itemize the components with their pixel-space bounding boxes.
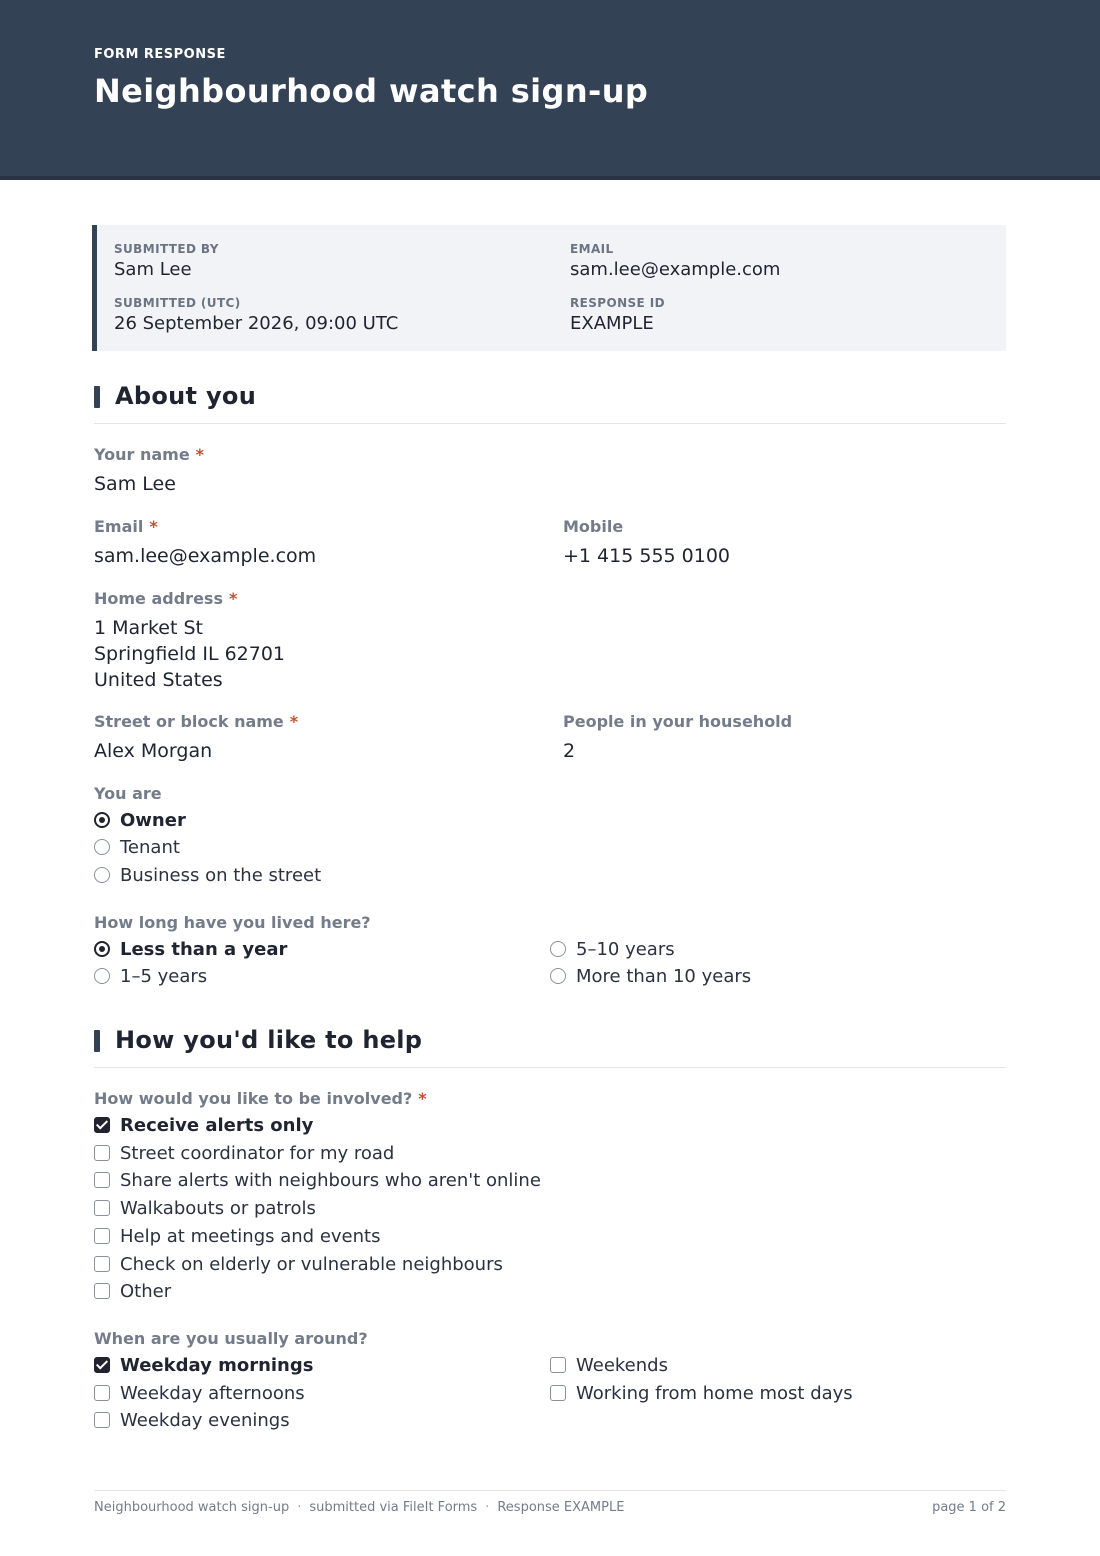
checkbox-empty-icon — [550, 1385, 566, 1401]
option-label: Help at meetings and events — [120, 1225, 381, 1247]
radio-option-more-than-10 — [550, 964, 751, 988]
page-header — [0, 0, 1100, 180]
field-value — [94, 615, 285, 693]
checkbox-empty-icon — [94, 1228, 110, 1244]
checkbox-option — [94, 1279, 171, 1303]
footer-response: Response EXAMPLE — [497, 1500, 625, 1515]
meta-value: 26 September 2026, 09:00 UTC — [114, 313, 399, 334]
meta-label: SUBMITTED BY — [114, 242, 219, 256]
meta-submitted-utc — [114, 296, 398, 335]
section-about-you — [94, 384, 1006, 424]
radio-option-tenant — [94, 835, 180, 859]
radio-empty-icon — [94, 968, 110, 984]
required-marker: * — [228, 589, 238, 608]
field-label — [94, 1089, 427, 1108]
address-line: 1 Market St — [94, 617, 203, 639]
option-label: Receive alerts only — [120, 1114, 314, 1136]
meta-response-id — [570, 296, 665, 335]
radio-option-owner — [94, 808, 186, 832]
checkbox-empty-icon — [94, 1385, 110, 1401]
meta-submitted-by — [114, 242, 219, 281]
radio-empty-icon — [550, 968, 566, 984]
checkbox-option — [94, 1381, 305, 1405]
field-label-text: Street or block name — [94, 712, 284, 731]
field-lived-here — [94, 913, 371, 932]
radio-selected-icon — [94, 812, 110, 828]
option-label: Owner — [120, 809, 186, 831]
field-value: +1 415 555 0100 — [563, 545, 731, 567]
option-label: Less than a year — [120, 938, 288, 960]
radio-empty-icon — [94, 867, 110, 883]
checkbox-empty-icon — [94, 1256, 110, 1272]
field-you-are — [94, 784, 162, 803]
page-footer — [94, 1490, 1006, 1520]
meta-value: EXAMPLE — [570, 313, 654, 334]
field-involvement — [94, 1089, 427, 1108]
checkbox-option — [94, 1113, 313, 1137]
meta-label: EMAIL — [570, 242, 614, 256]
option-label: Walkabouts or patrols — [120, 1197, 316, 1219]
field-home-address — [94, 589, 285, 693]
checkbox-option — [94, 1168, 541, 1192]
section-marker — [94, 386, 100, 408]
field-email — [94, 517, 316, 569]
field-label: People in your household — [563, 712, 793, 731]
checkbox-empty-icon — [94, 1200, 110, 1216]
footer-separator: · — [297, 1500, 302, 1515]
radio-empty-icon — [550, 941, 566, 957]
checkbox-empty-icon — [94, 1172, 110, 1188]
meta-email — [570, 242, 780, 281]
checkbox-option — [94, 1224, 380, 1248]
field-value: sam.lee@example.com — [94, 545, 317, 567]
field-label — [94, 445, 204, 464]
page-title: Neighbourhood watch sign-up — [94, 72, 649, 110]
field-street — [94, 712, 298, 764]
required-marker: * — [149, 517, 158, 536]
field-label-text: Home address — [94, 589, 223, 608]
page-number: page 1 of 2 — [932, 1500, 1006, 1515]
field-label-text: How would you like to be involved? — [94, 1089, 413, 1108]
field-household — [563, 712, 792, 764]
footer-separator: · — [485, 1500, 490, 1515]
checkbox-empty-icon — [94, 1283, 110, 1299]
footer-via: submitted via FileIt Forms — [309, 1500, 478, 1515]
field-label-text: Your name — [94, 445, 190, 464]
field-mobile — [563, 517, 730, 569]
checkbox-checked-icon — [94, 1357, 110, 1373]
address-line: United States — [94, 669, 223, 691]
footer-info — [94, 1500, 624, 1515]
section-marker — [94, 1030, 100, 1052]
field-label — [94, 712, 298, 731]
meta-value: Sam Lee — [114, 259, 192, 280]
field-label — [94, 517, 316, 536]
footer-form-name: Neighbourhood watch sign-up — [94, 1500, 290, 1515]
field-label — [94, 589, 285, 608]
header-kicker: FORM RESPONSE — [94, 47, 226, 62]
field-label: How long have you lived here? — [94, 913, 371, 932]
meta-label: RESPONSE ID — [570, 296, 665, 310]
option-label: Weekday mornings — [120, 1354, 314, 1376]
section-how-to-help — [94, 1028, 1006, 1068]
option-label: More than 10 years — [576, 965, 752, 987]
option-label: Tenant — [120, 836, 180, 858]
field-label: You are — [94, 784, 162, 803]
address-line: Springfield IL 62701 — [94, 643, 286, 665]
submission-meta-box — [92, 225, 1006, 351]
checkbox-option — [94, 1141, 394, 1165]
radio-selected-icon — [94, 941, 110, 957]
field-label: Mobile — [563, 517, 624, 536]
required-marker: * — [418, 1089, 427, 1108]
radio-option-5-10-years — [550, 937, 675, 961]
radio-option-less-than-year — [94, 937, 287, 961]
field-label-text: Email — [94, 517, 144, 536]
checkbox-empty-icon — [94, 1145, 110, 1161]
section-title: About you — [115, 382, 257, 410]
required-marker: * — [289, 712, 299, 731]
field-value: Sam Lee — [94, 473, 176, 495]
checkbox-option — [94, 1252, 503, 1276]
field-usually-around — [94, 1329, 368, 1348]
checkbox-checked-icon — [94, 1117, 110, 1133]
checkbox-option — [94, 1408, 290, 1432]
checkbox-empty-icon — [550, 1357, 566, 1373]
field-your-name — [94, 445, 204, 497]
option-label: Weekends — [576, 1354, 668, 1376]
checkbox-option — [550, 1381, 853, 1405]
option-label: Other — [120, 1280, 172, 1302]
option-label: Share alerts with neighbours who aren't online — [120, 1169, 541, 1191]
option-label: Working from home most days — [576, 1382, 853, 1404]
radio-empty-icon — [94, 839, 110, 855]
checkbox-empty-icon — [94, 1412, 110, 1428]
section-title: How you'd like to help — [115, 1026, 423, 1054]
option-label: Business on the street — [120, 864, 322, 886]
field-label: When are you usually around? — [94, 1329, 368, 1348]
meta-label: SUBMITTED (UTC) — [114, 296, 241, 310]
meta-value: sam.lee@example.com — [570, 259, 781, 280]
option-label: 1–5 years — [120, 965, 208, 987]
option-label: Weekday afternoons — [120, 1382, 305, 1404]
field-value: 2 — [563, 740, 576, 762]
option-label: 5–10 years — [576, 938, 675, 960]
checkbox-option — [550, 1353, 668, 1377]
checkbox-option — [94, 1196, 316, 1220]
required-marker: * — [195, 445, 205, 464]
option-label: Street coordinator for my road — [120, 1142, 395, 1164]
option-label: Weekday evenings — [120, 1409, 290, 1431]
radio-option-business — [94, 863, 321, 887]
field-value: Alex Morgan — [94, 740, 213, 762]
radio-option-1-5-years — [94, 964, 207, 988]
option-label: Check on elderly or vulnerable neighbours — [120, 1253, 503, 1275]
checkbox-option — [94, 1353, 313, 1377]
